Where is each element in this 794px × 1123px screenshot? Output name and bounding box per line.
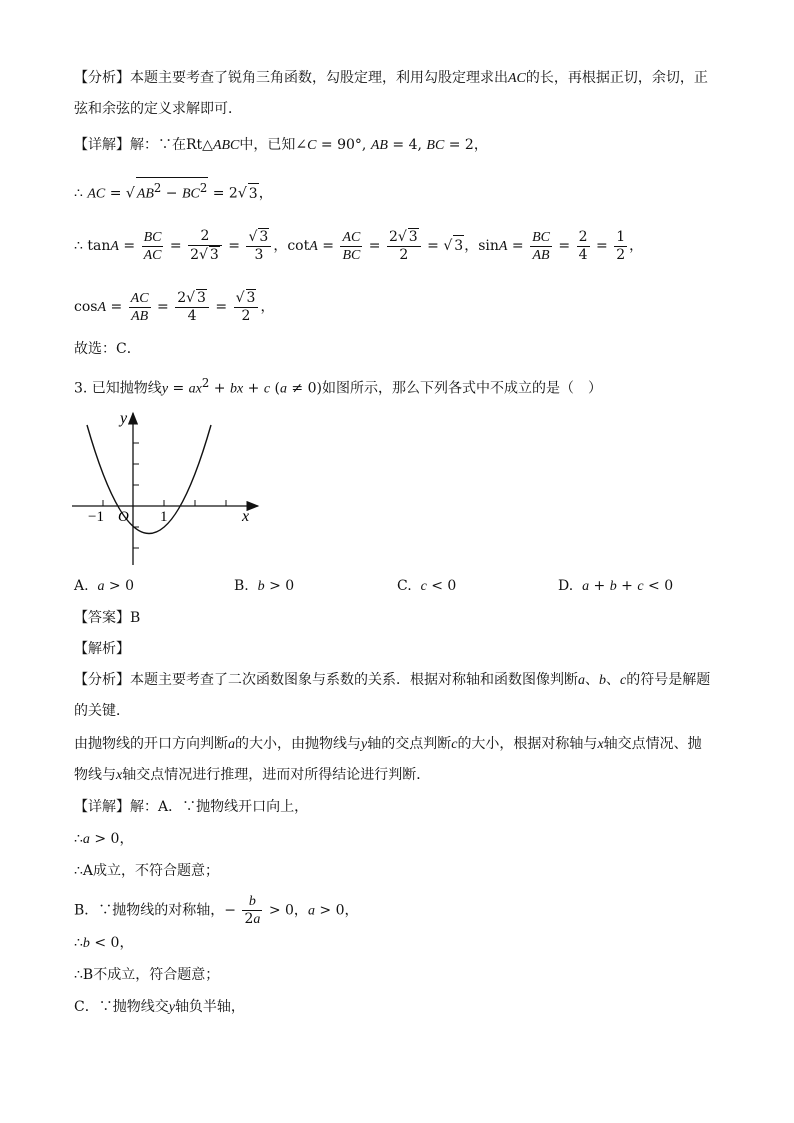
option-c[interactable]: C. c < 0: [397, 578, 457, 594]
x-axis-label: x: [242, 508, 250, 525]
parabola-curve: [87, 425, 211, 534]
q3-analysis-line-1: 【分析】本题主要考查了二次函数图象与系数的关系．根据对称轴和函数图像判断a、b、c的符号是解题: [74, 672, 711, 688]
parabola-graph: [70, 405, 270, 570]
q2-step-tan: ∴ tanA = $\frac{BC}{AC}$ = $\frac{2}{2√ 3}$ = $\frac{√ 3}{3}$ ，cotA = $\frac{AC}{BC}$ = $\frac{2√ 3}{2}$ = √ 3，sinA = $\frac{BC}{AB}$ = $\frac{2}{4}$ = $\frac{1}{2}$ ，: [74, 228, 644, 263]
q2-step-cos: cosA = $\frac{AC}{AB}$ = $\frac{2√ 3}{4}$ = $\frac{√ 3}{2}$ ，: [74, 290, 275, 324]
option-a[interactable]: A. a > 0: [74, 578, 135, 594]
option-d[interactable]: D. a + b + c < 0: [558, 578, 674, 594]
origin-label: O: [118, 509, 129, 525]
q3-detail-6: ∴B不成立，符合题意；: [74, 967, 220, 983]
q2-step-ac: ∴ AC = √ $AB^2 - BC^2 = 2√$ 3，: [74, 177, 273, 205]
q3-detail-5: ∴b < 0，: [74, 935, 134, 951]
tick-label-one: 1: [160, 509, 168, 525]
q3-analysis-line-2: 的关键．: [74, 703, 130, 719]
tick-label-neg-one: −1: [88, 509, 104, 525]
q3-jiexi: 【解析】: [74, 641, 130, 657]
q3-detail-1: 【详解】解：A．∵抛物线开口向上，: [74, 799, 309, 815]
q3-detail-2: ∴a > 0，: [74, 831, 134, 847]
q3-answer: 【答案】B: [74, 610, 141, 626]
q2-analysis-line-1: 【分析】本题主要考查了锐角三角函数，勾股定理，利用勾股定理求出AC的长，再根据正切，余切，正: [74, 70, 708, 86]
option-b[interactable]: B. b > 0: [234, 578, 295, 594]
q2-choice: 故选：C．: [74, 341, 141, 357]
q3-detail-4: B．∵抛物线的对称轴，− $\frac{b}{2a}$ > 0，a > 0，: [74, 894, 359, 927]
q3-analysis-line-4: 物线与x轴交点情况进行推理，进而对所得结论进行判断．: [74, 767, 431, 783]
q3-stem: 3. 已知抛物线$y = ax^2$ + bx + c (a ≠ 0)如图所示，那么下列各式中不成立的是（ ）: [74, 376, 602, 397]
q3-detail-3: ∴A成立，不符合题意；: [74, 863, 220, 879]
q2-analysis-line-2: 弦和余弦的定义求解即可．: [74, 101, 242, 117]
q3-analysis-line-3: 由抛物线的开口方向判断a的大小，由抛物线与y轴的交点判断c的大小，根据对称轴与x轴交点情况、抛: [74, 736, 702, 752]
q2-detail-line: 【详解】解：∵在Rt△ABC中，已知∠C = 90°, AB = 4, BC = 2，: [74, 137, 488, 153]
q3-detail-7: C．∵抛物线交y轴负半轴，: [74, 999, 245, 1015]
y-axis-label: y: [120, 410, 128, 427]
